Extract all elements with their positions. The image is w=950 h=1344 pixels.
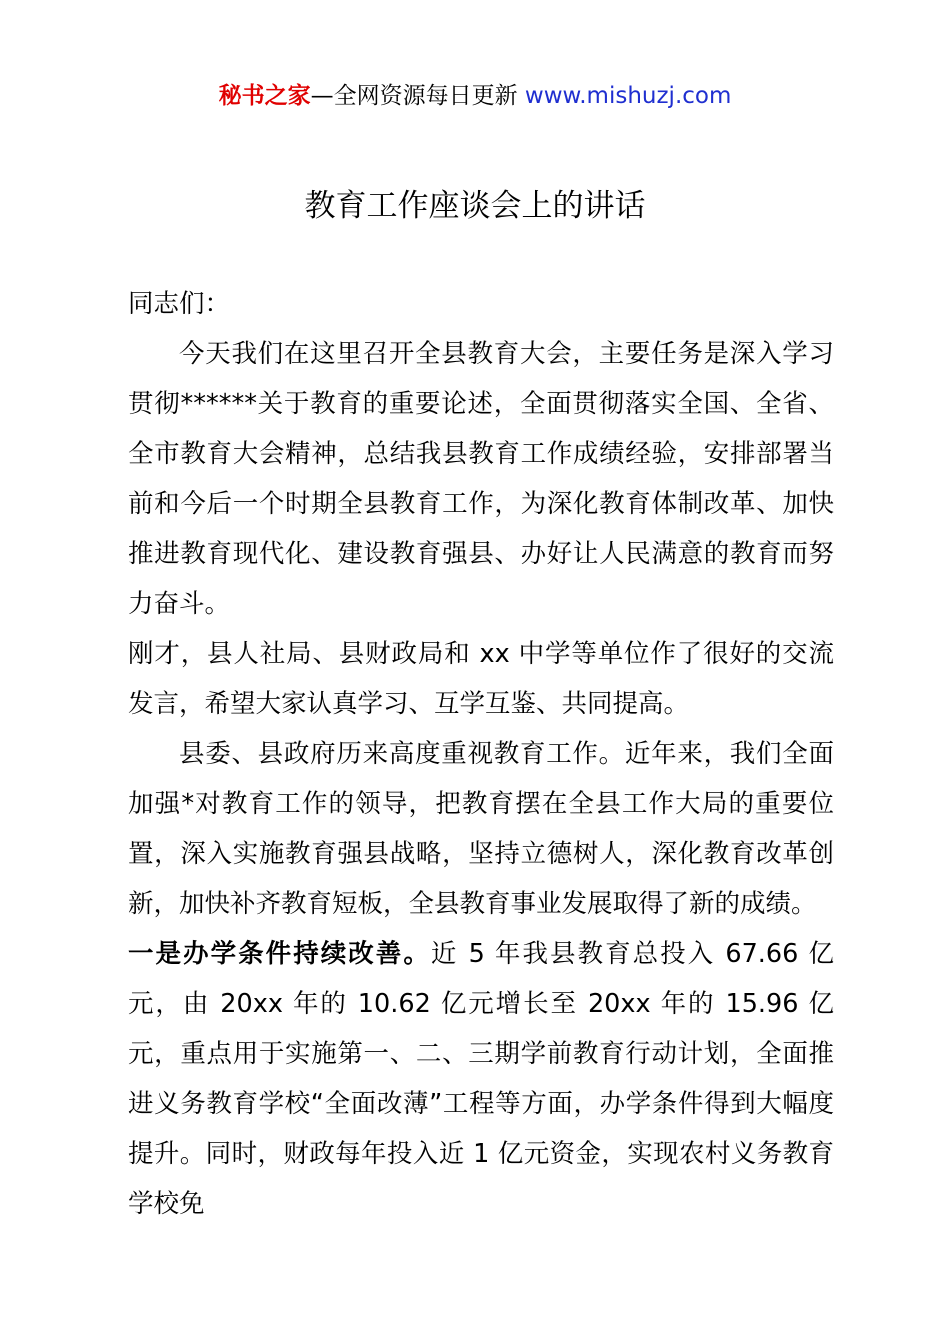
document-body [128,279,834,1229]
paragraph: 今天我们在这里召开全县教育大会，主要任务是深入学习贯彻******关于教育的重要论述，全面贯彻落实全国、全省、全市教育大会精神，总结我县教育工作成绩经验，安排部署当前和今后一个时期全县教育工作，为深化教育体制改革、加快推进教育现代化、建设教育强县、办好让人民满意的教育而努力奋斗。 [128,339,834,619]
paragraph-text: 近 5 年我县教育总投入 67.66 亿元，由 20xx 年的 10.62 亿元增长至 20xx 年的 15.96 亿元，重点用于实施第一、二、三期学前教育行动计划，全面推进义务教育学校“全面改薄”工程等方面，办学条件得到大幅度提升。同时，财政每年投入近 1 亿元资金，实现农村义务教育学校免 [128,939,834,1219]
paragraph: 刚才，县人社局、县财政局和 xx 中学等单位作了很好的交流发言，希望大家认真学习、互学互鉴、共同提高。 [128,639,834,719]
document-title: 教育工作座谈会上的讲话 [304,188,646,224]
site-url-link[interactable]: www.mishuzj.com [524,83,732,109]
paragraph-lead-heading: 一是办学条件持续改善。 [128,939,431,969]
paragraph: 县委、县政府历来高度重视教育工作。近年来，我们全面加强*对教育工作的领导，把教育摆在全县工作大局的重要位置，深入实施教育强县战略，坚持立德树人，深化教育改革创新，加快补齐教育短板，全县教育事业发展取得了新的成绩。 [128,739,834,919]
site-brand: 秘书之家 [218,83,311,109]
salutation: 同志们： [128,289,231,319]
site-tagline: —全网资源每日更新 [310,83,525,109]
site-header [0,78,950,114]
paragraph [128,929,834,1229]
